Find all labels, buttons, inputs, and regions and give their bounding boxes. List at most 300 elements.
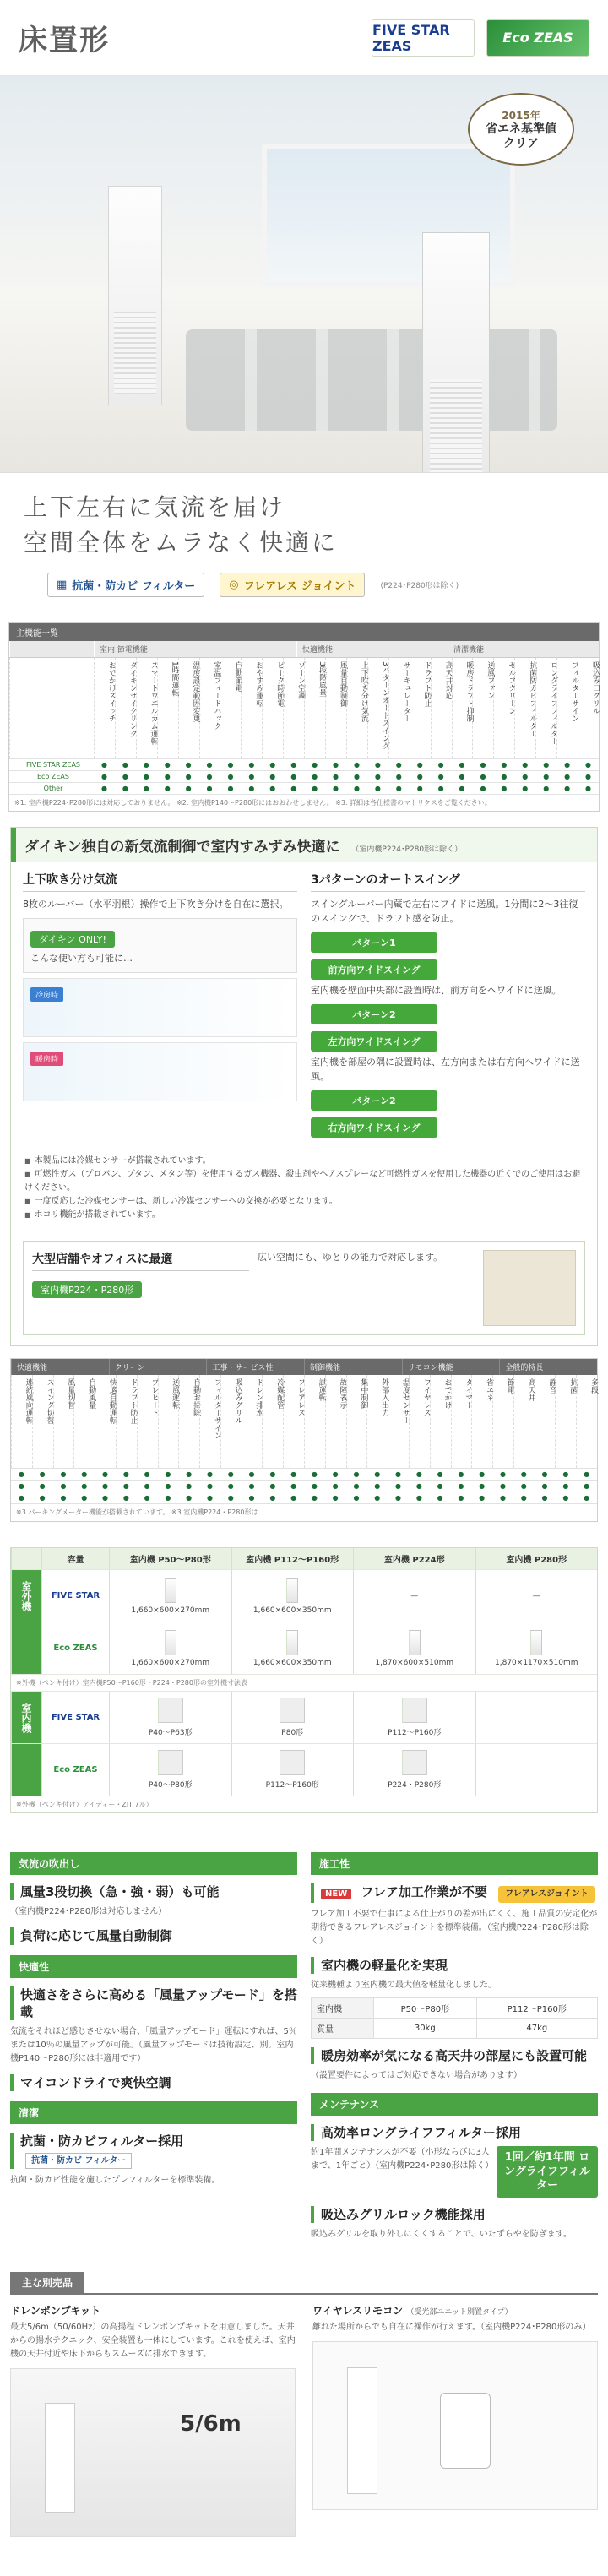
lineup-indoor — [11, 1691, 597, 1796]
maintenance-row — [311, 2146, 598, 2198]
feature-header: ロングライフフィルター — [535, 658, 556, 758]
feature-mark: ● — [227, 773, 234, 780]
lineup-cell — [353, 1622, 475, 1674]
feature-mark: ● — [437, 761, 444, 769]
function-header: 吸込みグリル — [220, 1375, 242, 1468]
large-store-left — [32, 1250, 249, 1326]
feature-mark: ● — [437, 785, 444, 792]
filter-note: (P224･P280形は除く) — [380, 582, 459, 590]
feature-mark: ● — [395, 785, 402, 792]
feature-mark: ● — [185, 785, 192, 792]
function-mark: ● — [353, 1470, 360, 1479]
lineup-header-cell: 室内機 P280形 — [475, 1548, 598, 1569]
function-mark: ● — [332, 1470, 339, 1479]
comfort-label: 快適性 — [10, 1955, 297, 1978]
feature-mark: ● — [269, 761, 276, 769]
airflow-columns — [11, 862, 597, 1149]
function-mark: ● — [227, 1470, 234, 1479]
maintenance-text: 約1年間メンテナンスが不要（小形ならびに3人まで、1年ごと）（室内機P224･P280形は除く） — [311, 2148, 494, 2171]
unit-image — [165, 1630, 176, 1655]
floor-unit-right — [422, 232, 490, 473]
tagline-line1: 上下左右に気流を届け — [24, 493, 286, 521]
auto-heading: 負荷に応じて風量自動制御 — [10, 1927, 297, 1944]
function-mark: ● — [165, 1494, 171, 1503]
feature-row-label: FIVE STAR ZEAS — [25, 761, 81, 769]
bullet-item: ■ 一度反応した冷媒センサーは、新しい冷媒センサーへの交換が必要となります。 — [24, 1195, 584, 1209]
function-mark: ● — [102, 1482, 109, 1491]
function-mark: ● — [458, 1470, 464, 1479]
tagline — [0, 473, 608, 561]
feature-mark: ● — [206, 785, 213, 792]
airflow-section — [10, 827, 598, 1346]
lineup-cell — [109, 1744, 231, 1796]
function-mark: ● — [541, 1470, 548, 1479]
comfort-text: 気流をそれほど感じさせない場合、「風量アップモード」運転にすれば、5％または10％の風量アップが可能。（風量アップモードは技術設定、別。室内機P140～P280形には非適用です） — [10, 2027, 297, 2064]
function-mark: ● — [311, 1494, 318, 1503]
function-mark: ● — [39, 1470, 46, 1479]
weight-row — [312, 1997, 598, 2018]
logo-group — [372, 19, 589, 57]
flareless-joint-label: フレアレス ジョイント — [243, 580, 356, 593]
function-mark: ● — [248, 1494, 255, 1503]
unit-image — [402, 1750, 427, 1775]
function-mark: ● — [186, 1470, 193, 1479]
function-mark: ● — [374, 1470, 381, 1479]
lineup-cell-text: P224・P280形 — [388, 1781, 442, 1791]
lineup-cell-text: — — [410, 1591, 419, 1600]
lineup-cell — [475, 1570, 598, 1622]
function-table — [10, 1358, 598, 1522]
feature-mark: ● — [122, 773, 128, 780]
function-mark: ● — [60, 1494, 67, 1503]
logo-eco-zeas: Eco ZEAS — [486, 19, 589, 57]
function-header: ワイヤレス — [409, 1375, 430, 1468]
remote-unit — [347, 2367, 377, 2494]
function-header: スイング切替 — [32, 1375, 53, 1468]
lineup-cell — [231, 1622, 354, 1674]
feature-header: 温度設定範囲変更 — [178, 658, 199, 758]
function-mark: ● — [332, 1482, 339, 1491]
function-mark: ● — [248, 1470, 255, 1479]
floor-unit-left — [108, 186, 162, 405]
function-mark: ● — [206, 1482, 213, 1491]
function-mark: ● — [520, 1470, 527, 1479]
weight-row — [312, 2018, 598, 2038]
function-mark: ● — [562, 1482, 569, 1491]
maintenance-label: メンテナンス — [311, 2093, 598, 2116]
feature-mark: ● — [480, 761, 486, 769]
feature-header: 自動節電 — [220, 658, 241, 758]
construction-heading — [311, 1883, 598, 1903]
lineup-cell-text: — — [532, 1591, 540, 1600]
badge-line1: 省エネ基準値 — [486, 122, 556, 136]
wireless-remote-option — [312, 2303, 598, 2537]
feature-mark: ● — [206, 773, 213, 780]
feature-header: 暖房ドラフト抑制 — [452, 658, 473, 758]
pattern2-desc: 室内機を部屋の隅に設置時は、左方向または右方向へワイドに送風。 — [311, 1057, 580, 1083]
function-mark: ● — [458, 1494, 464, 1503]
feature-mark: ● — [374, 761, 381, 769]
updown-heading: 上下吹き分け気流 — [23, 871, 297, 892]
lineup-cell-text: 1,660×600×270mm — [131, 1606, 210, 1615]
lineup-cell — [231, 1570, 354, 1622]
lineup-cell — [475, 1744, 598, 1796]
remote-heading-text: ワイヤレスリモコン — [312, 2305, 404, 2318]
feature-mark: ● — [522, 773, 529, 780]
features-right — [311, 1842, 598, 2242]
function-mark: ● — [353, 1494, 360, 1503]
function-mark: ● — [290, 1470, 297, 1479]
drain-text: 最大5/6m（50/60Hz）の高揚程ドレンポンプキットを用意しました。天井からの揚水テクニック、安全装置も一体にしています。これを使えば、室内機の天井付近や床下からもスムーズに排水できます。 — [10, 2323, 296, 2360]
function-table-headers — [11, 1375, 597, 1468]
feature-mark: ● — [333, 761, 339, 769]
feature-mark: ● — [522, 761, 529, 769]
function-header: 風量切替 — [53, 1375, 74, 1468]
function-header: おでかけ — [430, 1375, 451, 1468]
lineup-brand: FIVE STAR — [41, 1570, 109, 1622]
feature-mark: ● — [143, 761, 149, 769]
clean-text: 抗菌・防カビ性能を施したプレフィルターを標準装備。 — [10, 2176, 220, 2186]
feature-mark: ● — [164, 761, 171, 769]
feature-mark: ● — [185, 773, 192, 780]
unit-image — [158, 1698, 183, 1723]
clean-heading-text: 抗菌・防カビフィルター採用 — [20, 2133, 184, 2149]
function-mark: ● — [458, 1482, 464, 1491]
function-mark: ● — [18, 1482, 24, 1491]
header — [0, 0, 608, 76]
function-mark: ● — [186, 1482, 193, 1491]
cooling-mode-label: 冷房時 — [30, 987, 63, 1002]
feature-mark: ● — [312, 773, 318, 780]
feature-mark: ● — [290, 773, 297, 780]
function-mark: ● — [437, 1470, 443, 1479]
function-mark: ● — [81, 1470, 88, 1479]
drain-diagram — [10, 2368, 296, 2537]
function-mark: ● — [206, 1470, 213, 1479]
badge-year: 2015年 — [502, 110, 540, 122]
function-header: 送風運転 — [158, 1375, 179, 1468]
pattern2-label: パターン2 — [311, 1004, 437, 1024]
feature-table-rows — [9, 758, 599, 794]
function-mark: ● — [290, 1482, 297, 1491]
feature-mark: ● — [501, 773, 508, 780]
feature-mark: ● — [100, 773, 107, 780]
function-header: 節電 — [492, 1375, 513, 1468]
function-row — [11, 1480, 597, 1492]
function-mark: ● — [144, 1470, 150, 1479]
function-header: フレアレス — [283, 1375, 304, 1468]
feature-header: 吸込み口グリル — [578, 658, 599, 758]
feature-mark: ● — [164, 773, 171, 780]
weight-table — [311, 1997, 598, 2039]
lineup-row — [11, 1622, 597, 1674]
feature-header: セルフクリーン — [493, 658, 514, 758]
function-mark: ● — [122, 1470, 129, 1479]
lineup-cell-text: 1,870×1170×510mm — [495, 1658, 578, 1667]
feature-mark: ● — [122, 761, 128, 769]
function-mark: ● — [353, 1482, 360, 1491]
bullet-item: ■ 可燃性ガス（プロパン、ブタン、メタン等）を使用するガス機器、殺虫剤やヘアスプレーなど可燃性ガスを使用した機器の近くでのご使用はお避けください。 — [24, 1168, 584, 1195]
feature-mark: ● — [185, 761, 192, 769]
drain-height: 5/6m — [180, 2411, 242, 2437]
feature-mark: ● — [333, 785, 339, 792]
airflow-title-text: ダイキン独自の新気流制御で室内すみずみ快適に — [24, 839, 340, 856]
maintenance-heading: 高効率ロングライフフィルター採用 — [311, 2124, 598, 2141]
feature-mark: ● — [522, 785, 529, 792]
feature-mark: ● — [459, 761, 465, 769]
antibacterial-filter-label: 抗菌・防カビ フィルター — [72, 580, 196, 593]
features-grid — [10, 1842, 598, 2242]
weight-cell: P50～P80形 — [374, 1997, 476, 2018]
function-header: 外部入出力 — [366, 1375, 388, 1468]
construction-heading-text: フレア加工作業が不要 — [361, 1884, 487, 1900]
function-mark: ● — [248, 1482, 255, 1491]
feature-mark: ● — [164, 785, 171, 792]
grill-heading: 吸込みグリルロック機能採用 — [311, 2206, 598, 2223]
feature-mark: ● — [437, 773, 444, 780]
hero-chairs — [186, 329, 557, 431]
feature-mark: ● — [585, 761, 592, 769]
feature-mark: ● — [543, 773, 550, 780]
unit-image — [409, 1630, 421, 1655]
remote-heading — [312, 2303, 598, 2318]
feature-mark: ● — [501, 761, 508, 769]
feature-mark: ● — [416, 785, 423, 792]
function-mark: ● — [39, 1482, 46, 1491]
large-store-pill: 室内機P224・P280形 — [32, 1281, 142, 1298]
function-mark: ● — [479, 1494, 486, 1503]
feature-mark: ● — [564, 773, 571, 780]
heating-mode-label: 暖房時 — [30, 1052, 63, 1066]
feature-header: 送風ファン — [472, 658, 493, 758]
feature-mark: ● — [312, 785, 318, 792]
function-header: 温度センサー — [388, 1375, 409, 1468]
tagline-line2: 空間全体をムラなく快適に — [24, 529, 339, 557]
construction-label: 施工性 — [311, 1852, 598, 1875]
function-group: クリーン — [109, 1359, 207, 1375]
feature-mark: ● — [227, 761, 234, 769]
unit-image — [158, 1750, 183, 1775]
feature-mark: ● — [290, 785, 297, 792]
lineup-corner — [11, 1548, 41, 1569]
feature-row-label: Eco ZEAS — [37, 773, 69, 780]
lineup-cell-text: P40～P63形 — [148, 1729, 193, 1738]
feature-mark: ● — [543, 761, 550, 769]
lineup-cell-text: P112～P160形 — [388, 1729, 442, 1738]
clean-label: 清潔 — [10, 2101, 297, 2124]
function-mark: ● — [395, 1482, 402, 1491]
function-mark: ● — [499, 1470, 506, 1479]
pattern1-label: パターン1 — [311, 932, 437, 953]
feature-table-headers — [9, 657, 599, 758]
feature-mark: ● — [374, 785, 381, 792]
feature-mark: ● — [100, 785, 107, 792]
lineup-cell — [353, 1692, 475, 1743]
grill-text: 吸込みグリルを取り外しにくくすることで、いたずらやを防ぎます。 — [311, 2230, 572, 2240]
lineup-cell-text: P80形 — [281, 1729, 304, 1738]
function-mark: ● — [122, 1494, 129, 1503]
function-mark: ● — [102, 1470, 109, 1479]
function-header: 集中制御 — [346, 1375, 367, 1468]
unit-image — [286, 1630, 298, 1655]
lineup-note2: ※外機（ペンキ付け）アイディー・ZIT 7ル） — [11, 1796, 597, 1812]
function-mark: ● — [584, 1470, 590, 1479]
lineup-cell-text: 1,660×600×350mm — [252, 1658, 332, 1667]
function-mark: ● — [269, 1482, 276, 1491]
autoswing-heading: 3パターンのオートスイング — [311, 871, 585, 892]
function-mark: ● — [206, 1494, 213, 1503]
feature-mark: ● — [480, 785, 486, 792]
filter-badge-small: 抗菌・防カビ フィルター — [25, 2153, 132, 2170]
badge-line2: クリア — [503, 136, 539, 150]
function-header: フィルターサイン — [199, 1375, 220, 1468]
function-row — [11, 1492, 597, 1503]
dry-heading: マイコンドライで爽快空調 — [10, 2074, 297, 2091]
function-row — [11, 1468, 597, 1480]
function-header: ドラフト防止 — [116, 1375, 137, 1468]
feature-mark: ● — [416, 773, 423, 780]
unit-image — [530, 1630, 542, 1655]
function-mark: ● — [18, 1494, 24, 1503]
function-mark: ● — [520, 1482, 527, 1491]
autoswing-text: スイングルーバー内蔵で左右にワイドに送風。1分間に2～3往復のスイングで、ドラフト感を防止。 — [311, 899, 578, 925]
lineup-side — [11, 1744, 41, 1796]
louver-note: こんな使い方も可能に… — [30, 953, 133, 965]
lineup-side: 室外機 — [11, 1570, 41, 1622]
airflow-right — [311, 871, 585, 1141]
page-title: 床置形 — [19, 24, 110, 57]
feature-header: ピーク時節電 — [262, 658, 283, 758]
joint-icon: ◎ — [229, 579, 239, 591]
lineup-cell — [109, 1692, 231, 1743]
function-mark: ● — [18, 1470, 24, 1479]
pattern1-name: 前方向ワイドスイング — [311, 959, 437, 980]
function-header: プレヒート — [137, 1375, 158, 1468]
feature-header: スマートウエルカム運転 — [136, 658, 157, 758]
feature-mark: ● — [100, 761, 107, 769]
feature-group — [9, 641, 94, 657]
lineup-row — [11, 1743, 597, 1796]
function-table-rows — [11, 1468, 597, 1503]
large-store-box — [23, 1241, 585, 1335]
feature-mark: ● — [564, 785, 571, 792]
feature-mark: ● — [353, 761, 360, 769]
feature-mark: ● — [585, 773, 592, 780]
lineup-cell — [231, 1692, 354, 1743]
weight-cell: 室内機 — [312, 1997, 374, 2018]
function-header: 自動風量 — [73, 1375, 95, 1468]
heating-diagram — [23, 1042, 297, 1101]
maintenance-tag: 1回／約1年間 ロングライフフィルター — [497, 2146, 598, 2198]
feature-mark: ● — [143, 785, 149, 792]
updown-text: 8枚のルーバー（水平羽根）操作で上下吹き分けを自在に選択。 — [23, 899, 289, 910]
lineup-cell — [475, 1692, 598, 1743]
feature-table-note: ※1. 室内機P224･P280形には対応しておりません。 ※2. 室内機P140～P280形にはおおわせしません。 ※3. 詳細は各仕様書のマトリクスをご覧ください。 — [9, 794, 599, 811]
feature-header: ゾーン空調 — [283, 658, 304, 758]
function-header: 多段 — [576, 1375, 597, 1468]
function-header: 故障表示 — [325, 1375, 346, 1468]
feature-header: 3段階風量 — [304, 658, 325, 758]
feature-mark: ● — [459, 773, 465, 780]
feature-header: おやすみ運転 — [241, 658, 262, 758]
lineup-header-cell: 室内機 P224形 — [353, 1548, 475, 1569]
lineup-table — [10, 1547, 598, 1813]
function-mark: ● — [311, 1470, 318, 1479]
function-group: 制御機能 — [304, 1359, 402, 1375]
lineup-note1: ※外機（ペンキ付け）室内機P50～P160形・P224・P280形の室外機寸法表 — [11, 1674, 597, 1691]
feature-mark: ● — [395, 761, 402, 769]
lineup-side: 室内機 — [11, 1692, 41, 1743]
feature-mark: ● — [480, 773, 486, 780]
function-mark: ● — [479, 1482, 486, 1491]
function-mark: ● — [541, 1482, 548, 1491]
function-header: 試運転 — [304, 1375, 325, 1468]
feature-table-caption: 主機能一覧 — [9, 623, 599, 641]
lineup-cell-text: 1,660×600×350mm — [252, 1606, 332, 1615]
feature-group: 快適機能 — [296, 641, 448, 657]
flareless-badge: フレアレスジョイント — [498, 1886, 595, 1903]
function-mark: ● — [122, 1482, 129, 1491]
function-group: 快適機能 — [11, 1359, 109, 1375]
lineup-header — [11, 1548, 597, 1569]
daikin-only-tag: ダイキン ONLY! — [30, 931, 115, 948]
unit-image — [165, 1578, 176, 1603]
wind-heading: 風量3段切換（急・強・弱）も可能 — [10, 1883, 297, 1900]
function-header: 高天井 — [513, 1375, 535, 1468]
function-mark: ● — [584, 1482, 590, 1491]
feature-header: 1時間運転 — [157, 658, 178, 758]
function-mark: ● — [395, 1494, 402, 1503]
lineup-side — [11, 1622, 41, 1674]
features-left — [10, 1842, 297, 2242]
lineup-header-cell: 容量 — [41, 1548, 109, 1569]
weight-cell: 47kg — [476, 2018, 597, 2038]
feature-mark: ● — [395, 773, 402, 780]
feature-header: おでかけスイッチ — [94, 658, 115, 758]
function-mark: ● — [415, 1470, 422, 1479]
function-mark: ● — [39, 1494, 46, 1503]
lineup-cell-text: 1,870×600×510mm — [375, 1658, 454, 1667]
louver-diagram — [23, 918, 297, 973]
options-section — [10, 2272, 598, 2537]
feature-mark: ● — [122, 785, 128, 792]
filter-badges — [0, 561, 608, 614]
feature-mark: ● — [564, 761, 571, 769]
function-mark: ● — [165, 1482, 171, 1491]
function-header: 自動お掃除 — [178, 1375, 199, 1468]
feature-header: 高天井対応 — [431, 658, 452, 758]
unit-image — [402, 1698, 427, 1723]
feature-header: ドラフト防止 — [410, 658, 431, 758]
lineup-cell — [475, 1622, 598, 1674]
large-unit-image — [483, 1250, 576, 1326]
function-mark: ● — [437, 1494, 443, 1503]
lineup-cell — [231, 1744, 354, 1796]
remote-control-icon — [440, 2393, 491, 2469]
lineup-cell — [353, 1570, 475, 1622]
feature-mark: ● — [501, 785, 508, 792]
construction-text: フレア加工不要で仕事による仕上がりの差が出にくく、施工品質の安定化が期待できるフレアレスジョイントを標準装備。（室内機P224･P280形は除く） — [311, 1909, 598, 1946]
function-mark: ● — [81, 1494, 88, 1503]
feature-table — [8, 622, 600, 812]
lineup-cell-text: P40～P80形 — [148, 1781, 193, 1791]
function-mark: ● — [165, 1470, 171, 1479]
pattern1-desc: 室内機を壁面中央部に設置時は、前方向をヘワイドに送風。 — [311, 985, 562, 997]
drain-heading: ドレンポンプキット — [10, 2305, 100, 2318]
function-mark: ● — [227, 1482, 234, 1491]
function-mark: ● — [395, 1470, 402, 1479]
airflow-bullets — [11, 1149, 597, 1231]
